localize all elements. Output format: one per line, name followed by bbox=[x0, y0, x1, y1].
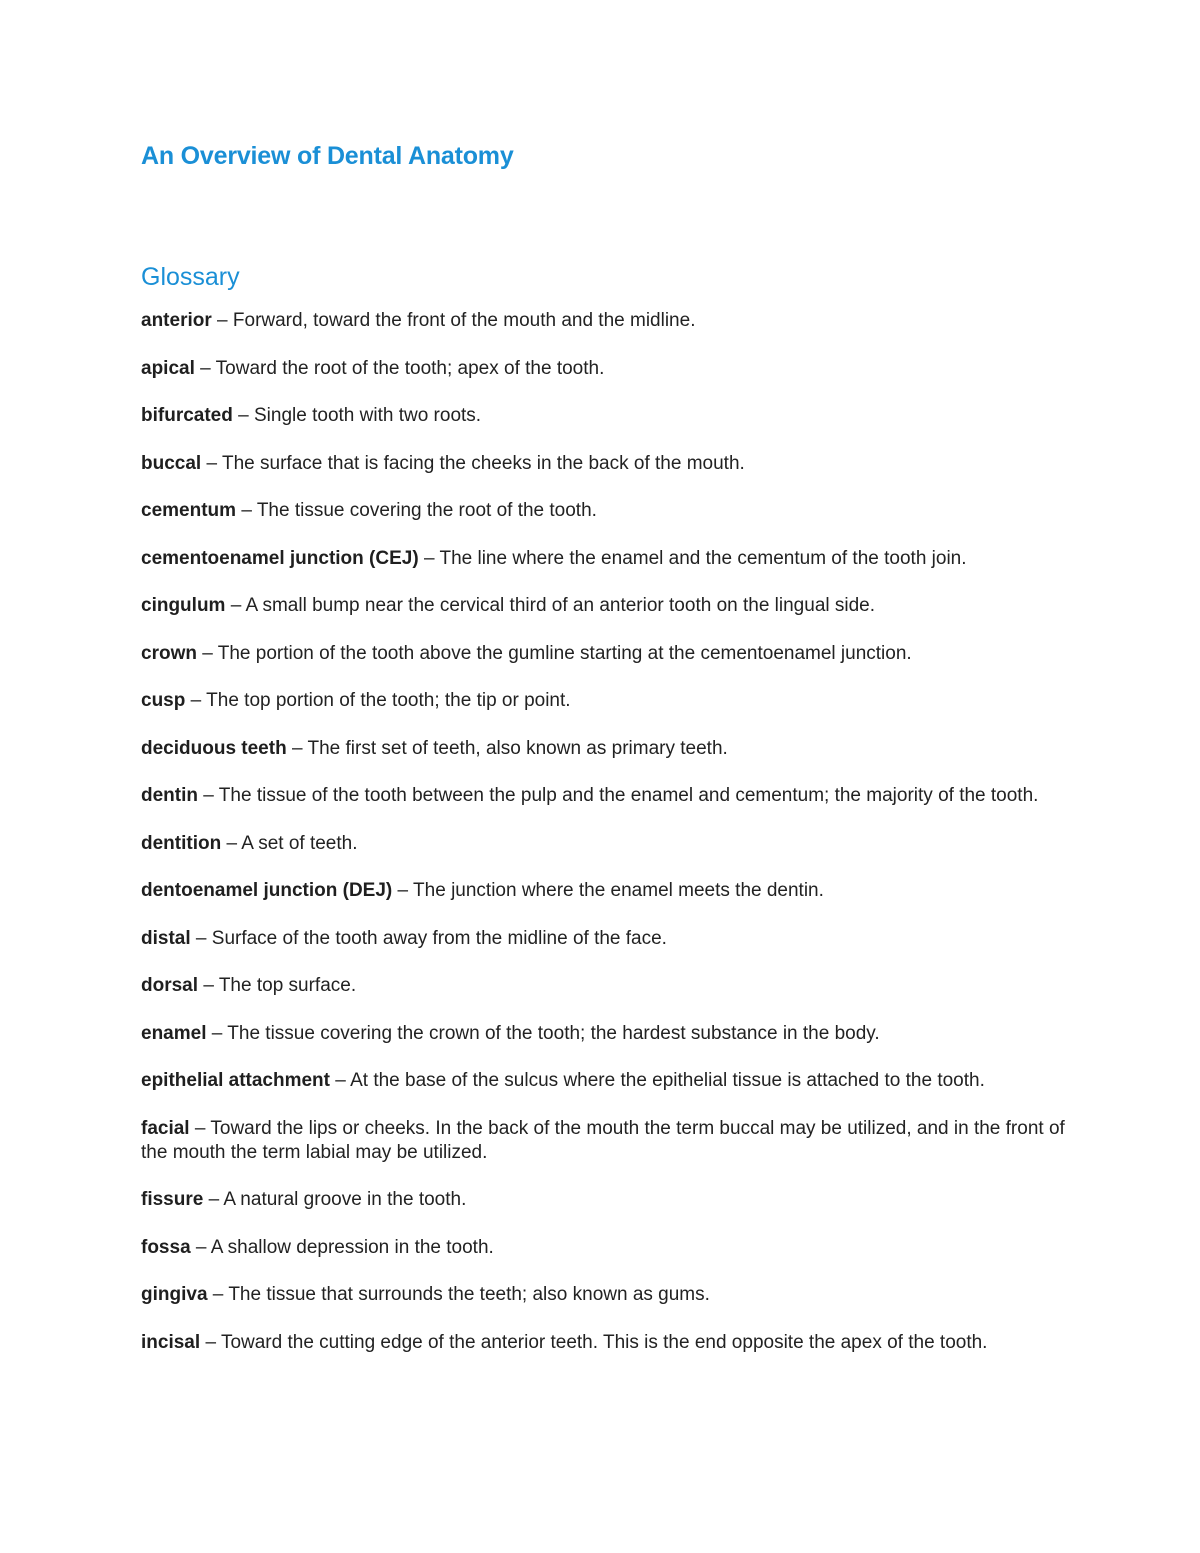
glossary-dash: – bbox=[238, 405, 249, 426]
glossary-term: dentition bbox=[141, 832, 222, 854]
glossary-term: fossa bbox=[141, 1236, 191, 1258]
glossary-entry bbox=[141, 974, 1071, 998]
glossary-definition: The portion of the tooth above the gumline starting at the cementoenamel junction. bbox=[217, 642, 912, 664]
glossary-definition: Surface of the tooth away from the midline of the face. bbox=[211, 927, 667, 949]
glossary-entry bbox=[141, 452, 1071, 476]
glossary-dash: – bbox=[190, 690, 202, 711]
glossary-definition: Toward the cutting edge of the anterior teeth. This is the end opposite the apex of the tooth. bbox=[220, 1331, 988, 1353]
glossary-term: apical bbox=[141, 357, 195, 379]
glossary-dash: – bbox=[217, 310, 228, 331]
glossary-dash: – bbox=[200, 357, 211, 379]
glossary-dash: – bbox=[195, 927, 207, 949]
glossary-term: anterior bbox=[141, 310, 212, 331]
glossary-definition: A shallow depression in the tooth. bbox=[210, 1236, 494, 1258]
glossary-dash: – bbox=[208, 1189, 220, 1210]
glossary-term: fissure bbox=[141, 1189, 204, 1210]
glossary-entry bbox=[141, 784, 1071, 808]
glossary-term: bifurcated bbox=[141, 405, 233, 426]
glossary-definition: Forward, toward the front of the mouth and the midline. bbox=[232, 310, 696, 331]
glossary-definition: Single tooth with two roots. bbox=[254, 405, 482, 426]
glossary-definition: The first set of teeth, also known as primary teeth. bbox=[307, 737, 728, 759]
glossary-entry bbox=[141, 1117, 1071, 1165]
glossary-definition: The tissue that surrounds the teeth; also known as gums. bbox=[228, 1284, 710, 1305]
glossary-dash: – bbox=[195, 1236, 207, 1258]
glossary-definition: The top portion of the tooth; the tip or point. bbox=[206, 690, 571, 711]
glossary-dash: – bbox=[212, 1284, 224, 1305]
glossary-dash: – bbox=[206, 452, 218, 474]
glossary-heading: Glossary bbox=[141, 263, 240, 291]
glossary-dash: – bbox=[203, 785, 214, 806]
glossary-term: cingulum bbox=[141, 595, 226, 616]
glossary-definition: The tissue covering the crown of the tooth; the hardest substance in the body. bbox=[227, 1022, 880, 1044]
glossary-definition: The top surface. bbox=[218, 975, 357, 996]
glossary-term: dentin bbox=[141, 785, 198, 806]
glossary-term: deciduous teeth bbox=[141, 737, 287, 759]
glossary-dash: – bbox=[226, 832, 238, 854]
glossary-entry bbox=[141, 737, 1071, 761]
glossary-entry bbox=[141, 879, 1071, 903]
glossary-term: enamel bbox=[141, 1022, 207, 1044]
glossary-entry bbox=[141, 1283, 1071, 1307]
glossary-term: cusp bbox=[141, 690, 186, 711]
glossary-entry bbox=[141, 309, 1071, 333]
glossary-dash: – bbox=[291, 737, 303, 759]
glossary-term: dentoenamel junction (DEJ) bbox=[141, 880, 393, 901]
glossary-entry bbox=[141, 1236, 1071, 1260]
glossary-entry bbox=[141, 1069, 1071, 1093]
glossary-definition: Toward the lips or cheeks. In the back of the mouth the term buccal may be utilized, and in the front of the mouth the term labial may be utilized. bbox=[141, 1117, 1065, 1163]
glossary-term: incisal bbox=[141, 1331, 201, 1353]
glossary-entry bbox=[141, 357, 1071, 381]
document-title: An Overview of Dental Anatomy bbox=[141, 142, 514, 170]
glossary-definition: The surface that is facing the cheeks in the back of the mouth. bbox=[222, 452, 745, 474]
glossary-term: cementoenamel junction (CEJ) bbox=[141, 547, 419, 569]
glossary-entry bbox=[141, 832, 1071, 856]
glossary-term: facial bbox=[141, 1117, 190, 1139]
glossary-list bbox=[141, 309, 1071, 1378]
glossary-definition: At the base of the sulcus where the epithelial tissue is attached to the tooth. bbox=[350, 1070, 985, 1091]
glossary-entry bbox=[141, 642, 1071, 666]
glossary-dash: – bbox=[202, 642, 213, 664]
glossary-term: dorsal bbox=[141, 975, 199, 996]
glossary-dash: – bbox=[230, 595, 242, 616]
glossary-definition: A natural groove in the tooth. bbox=[223, 1189, 467, 1210]
glossary-term: crown bbox=[141, 642, 197, 664]
glossary-term: buccal bbox=[141, 452, 202, 474]
glossary-definition: The line where the enamel and the cementum of the tooth join. bbox=[439, 547, 967, 569]
glossary-dash: – bbox=[205, 1331, 217, 1353]
glossary-definition: A small bump near the cervical third of an anterior tooth on the lingual side. bbox=[245, 595, 876, 616]
glossary-entry bbox=[141, 499, 1071, 523]
glossary-definition: The tissue of the tooth between the pulp and the enamel and cementum; the majority of the tooth. bbox=[218, 785, 1039, 806]
glossary-entry bbox=[141, 1188, 1071, 1212]
glossary-term: epithelial attachment bbox=[141, 1070, 330, 1091]
glossary-entry bbox=[141, 927, 1071, 951]
glossary-entry bbox=[141, 1331, 1071, 1355]
glossary-dash: – bbox=[241, 500, 252, 521]
glossary-entry bbox=[141, 547, 1071, 571]
glossary-dash: – bbox=[203, 975, 214, 996]
glossary-dash: – bbox=[335, 1070, 346, 1091]
glossary-dash: – bbox=[194, 1117, 206, 1139]
glossary-dash: – bbox=[423, 547, 435, 569]
glossary-entry bbox=[141, 689, 1071, 713]
glossary-entry bbox=[141, 404, 1071, 428]
glossary-definition: The tissue covering the root of the tooth. bbox=[256, 500, 597, 521]
glossary-definition: The junction where the enamel meets the dentin. bbox=[413, 880, 824, 901]
glossary-entry bbox=[141, 1022, 1071, 1046]
glossary-definition: Toward the root of the tooth; apex of the tooth. bbox=[215, 357, 605, 379]
glossary-dash: – bbox=[397, 880, 409, 901]
glossary-definition: A set of teeth. bbox=[241, 832, 358, 854]
glossary-term: distal bbox=[141, 927, 191, 949]
glossary-entry bbox=[141, 594, 1071, 618]
glossary-dash: – bbox=[211, 1022, 223, 1044]
glossary-term: gingiva bbox=[141, 1284, 208, 1305]
glossary-term: cementum bbox=[141, 500, 237, 521]
